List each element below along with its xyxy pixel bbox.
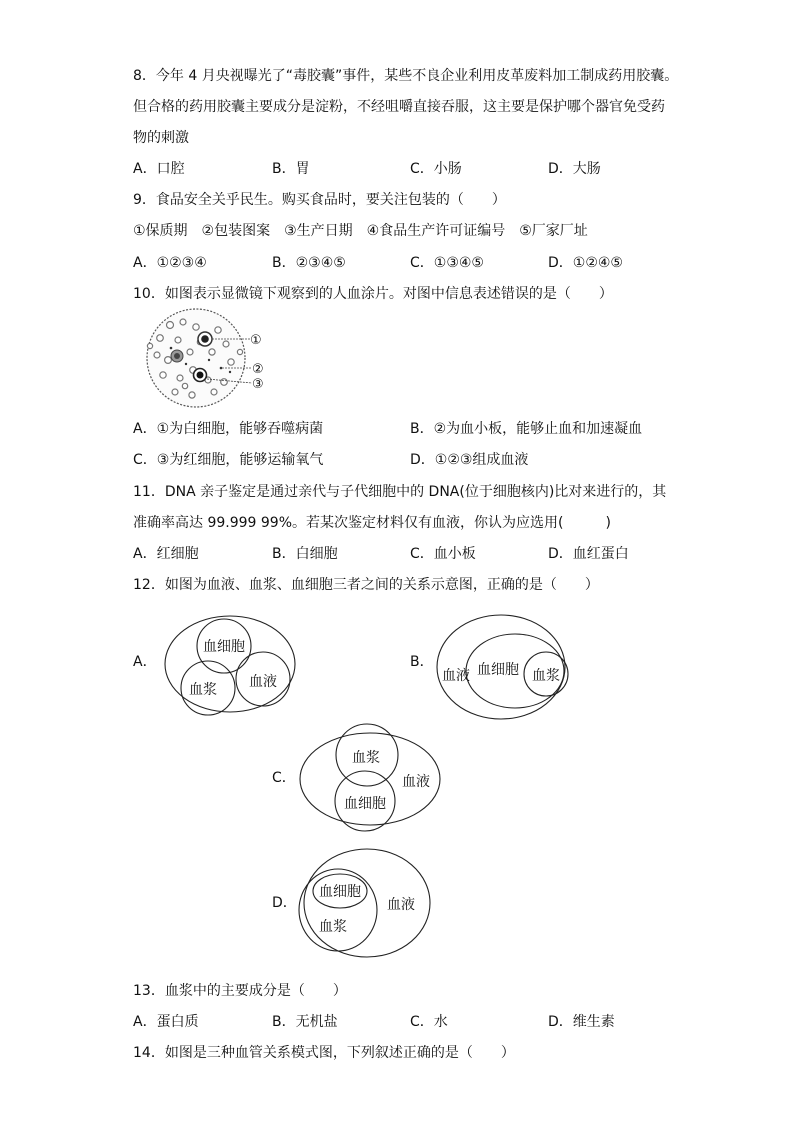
- diagram-c-label-1: 血浆: [352, 750, 380, 766]
- white-blood-cell: [194, 369, 207, 382]
- q9-option-a: A．①②③④: [133, 255, 207, 271]
- pointer-line-3: [207, 379, 252, 383]
- diagram-b-label-1: 血液: [442, 668, 470, 684]
- diagram-c-label-3: 血液: [402, 774, 430, 790]
- q10-option-c: C．③为红细胞，能够运输氧气: [133, 452, 324, 468]
- q14-stem: 14．如图是三种血管关系模式图，下列叙述正确的是（ ）: [133, 1045, 515, 1061]
- diagram-d-label-2: 血浆: [319, 919, 347, 935]
- q10-option-a: A．①为白细胞，能够吞噬病菌: [133, 421, 324, 437]
- q9-option-d: D．①②④⑤: [548, 255, 623, 271]
- diagram-c-outer: [300, 733, 440, 825]
- q8-option-a: A．口腔: [133, 161, 185, 177]
- diagram-d-label-3: 血液: [387, 897, 415, 913]
- q11-line-2: 准确率高达 99.999 99%。若某次鉴定材料仅有血液，你认为应选用( ): [133, 515, 611, 531]
- diagram-a-label-2: 血浆: [189, 682, 217, 698]
- q8-option-b: B．胃: [272, 161, 310, 177]
- label-3: ③: [252, 377, 264, 392]
- q9-option-c: C．①③④⑤: [410, 255, 484, 271]
- q8-option-c: C．小肠: [410, 161, 462, 177]
- q13-option-d: D．维生素: [548, 1014, 615, 1030]
- q13-option-a: A．蛋白质: [133, 1014, 199, 1030]
- q10-option-d: D．①②③组成血液: [410, 452, 529, 468]
- q13-option-b: B．无机盐: [272, 1014, 338, 1030]
- q10-option-b: B．②为血小板，能够止血和加速凝血: [410, 421, 643, 437]
- q11-option-b: B．白细胞: [272, 546, 338, 562]
- platelets: [170, 347, 232, 373]
- q12-option-a-letter: A．: [133, 654, 157, 670]
- diagram-b-middle: [466, 634, 564, 708]
- diagram-a-label-3: 血液: [249, 674, 277, 690]
- q12-option-b-letter: B．: [410, 654, 434, 670]
- diagram-b-label-3: 血浆: [532, 668, 560, 684]
- smear-field: [147, 309, 245, 407]
- q8-line-3: 物的刺激: [133, 130, 189, 146]
- q13-option-c: C．水: [410, 1014, 448, 1030]
- q8-line-2: 但合格的药用胶囊主要成分是淀粉，不经咀嚼直接吞服，这主要是保护哪个器官免受药: [133, 99, 665, 115]
- q12-option-c-letter: C．: [272, 770, 296, 786]
- diagram-a-outer: [165, 616, 295, 712]
- q11-option-d: D．血红蛋白: [548, 546, 629, 562]
- q9-items: ①保质期 ②包装图案 ③生产日期 ④食品生产许可证编号 ⑤厂家厂址: [133, 223, 588, 239]
- diagram-d-outer: [304, 849, 430, 957]
- diagram-c-circle-2: [335, 771, 395, 831]
- red-blood-cells: [147, 319, 242, 398]
- diagram-b-inner: [524, 652, 568, 696]
- q12-stem: 12．如图为血液、血浆、血细胞三者之间的关系示意图，正确的是（ ）: [133, 577, 599, 593]
- white-blood-cell: [171, 350, 183, 362]
- q10-stem: 10．如图表示显微镜下观察到的人血涂片。对图中信息表述错误的是（ ）: [133, 286, 613, 302]
- diagram-c-label-2: 血细胞: [344, 796, 386, 812]
- diagram-d-inner: [313, 874, 367, 908]
- q12-option-d-letter: D．: [272, 895, 297, 911]
- q11-option-c: C．血小板: [410, 546, 476, 562]
- q11-line-1: 11．DNA 亲子鉴定是通过亲代与子代细胞中的 DNA(位于细胞核内)比对来进行的，其: [133, 484, 667, 500]
- diagram-c-circle-1: [336, 724, 398, 786]
- q9-stem: 9．食品安全关乎民生。购买食品时，要关注包装的（ ）: [133, 192, 506, 208]
- q11-option-a: A．红细胞: [133, 546, 199, 562]
- label-1: ①: [250, 333, 262, 348]
- white-blood-cell: [198, 332, 212, 346]
- diagram-b-label-2: 血细胞: [477, 662, 519, 678]
- q9-option-b: B．②③④⑤: [272, 255, 346, 271]
- q8-line-1: 8．今年 4 月央视曝光了“毒胶囊”事件，某些不良企业利用皮革废料加工制成药用胶囊。: [133, 68, 679, 84]
- diagram-a-circle-2: [181, 661, 235, 715]
- q13-stem: 13．血浆中的主要成分是（ ）: [133, 983, 347, 999]
- diagram-d-middle: [299, 869, 377, 951]
- label-2: ②: [252, 362, 264, 377]
- diagram-b-outer: [437, 615, 565, 719]
- diagram-a-circle-3: [236, 652, 290, 706]
- diagram-a-label-1: 血细胞: [203, 639, 245, 655]
- diagram-a-circle-1: [197, 619, 251, 673]
- diagram-d-label-1: 血细胞: [319, 884, 361, 900]
- q8-option-d: D．大肠: [548, 161, 601, 177]
